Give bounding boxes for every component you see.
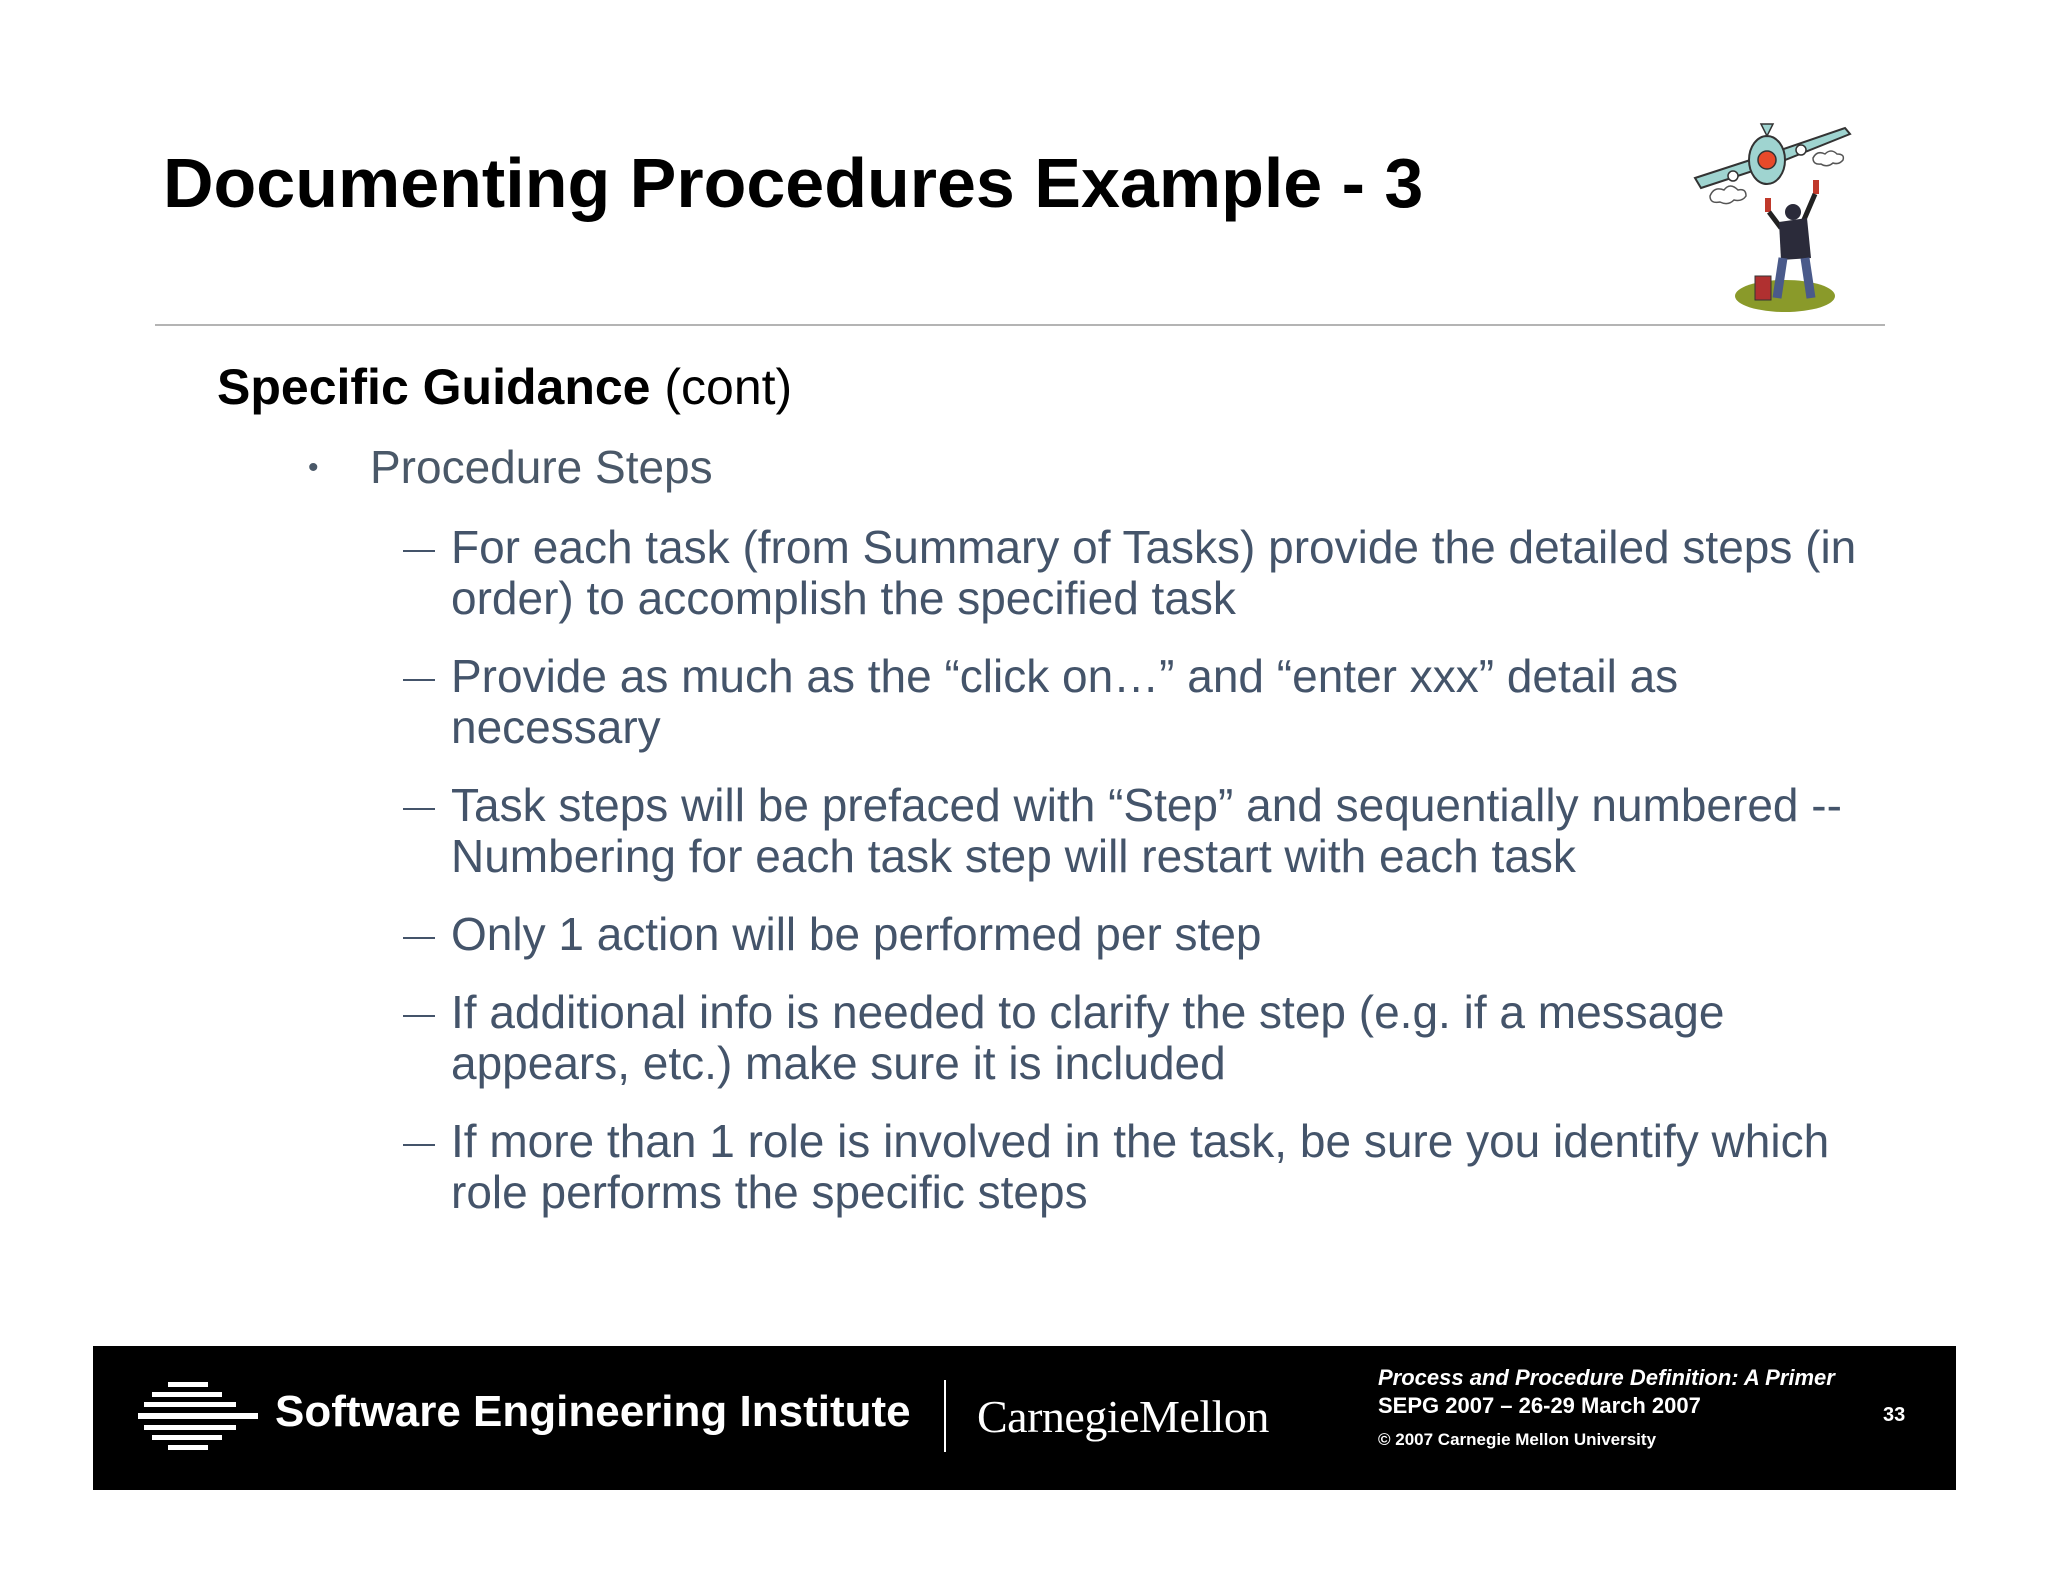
footer-divider xyxy=(944,1380,946,1452)
list-item xyxy=(403,1116,1883,1218)
institute-name: Software Engineering Institute xyxy=(275,1387,911,1436)
subheading-bold: Specific Guidance xyxy=(217,359,651,415)
event-info: SEPG 2007 – 26-29 March 2007 xyxy=(1378,1393,1701,1418)
list-item xyxy=(403,651,1883,753)
list-item-text: Only 1 action will be performed per step xyxy=(451,908,1262,960)
list-item-text: If additional info is needed to clarify the step (e.g. if a message appears, etc.) make sure it is included xyxy=(451,986,1725,1089)
copyright: © 2007 Carnegie Mellon University xyxy=(1378,1430,1657,1449)
sei-logo-icon xyxy=(138,1380,258,1454)
dash-marker xyxy=(403,808,435,810)
subheading xyxy=(217,360,792,415)
list-item xyxy=(403,780,1883,882)
step-list xyxy=(403,522,1883,1245)
list-item-text: If more than 1 role is involved in the task, be sure you identify which role performs the specific steps xyxy=(451,1115,1830,1218)
list-item-text: Task steps will be prefaced with “Step” and sequentially numbered -- Numbering for each task step will restart with each task xyxy=(451,779,1842,882)
title-divider xyxy=(155,324,1885,326)
slide-title: Documenting Procedures Example - 3 xyxy=(163,144,1424,222)
dash-marker xyxy=(403,1015,435,1017)
list-item xyxy=(403,987,1883,1089)
dash-marker xyxy=(403,1144,435,1146)
bullet-procedure-steps xyxy=(308,442,713,493)
dash-marker xyxy=(403,937,435,939)
list-item xyxy=(403,522,1883,624)
page-number: 33 xyxy=(1883,1404,1906,1426)
university-name: CarnegieMellon xyxy=(977,1391,1269,1442)
list-item xyxy=(403,909,1883,960)
dash-marker xyxy=(403,679,435,681)
footer-info xyxy=(1378,1364,1838,1454)
footer-bar xyxy=(93,1346,1956,1490)
presentation-title: Process and Procedure Definition: A Primer xyxy=(1378,1365,1835,1390)
subheading-rest: (cont) xyxy=(650,359,793,415)
list-item-text: For each task (from Summary of Tasks) provide the detailed steps (in order) to accomplish the specified task xyxy=(451,521,1857,624)
airplane-marshaller-icon xyxy=(1685,118,1860,318)
list-item-text: Provide as much as the “click on…” and “enter xxx” detail as necessary xyxy=(451,650,1679,753)
bullet-label: Procedure Steps xyxy=(370,441,713,493)
dash-marker xyxy=(403,550,435,552)
bullet-marker: • xyxy=(308,451,319,484)
